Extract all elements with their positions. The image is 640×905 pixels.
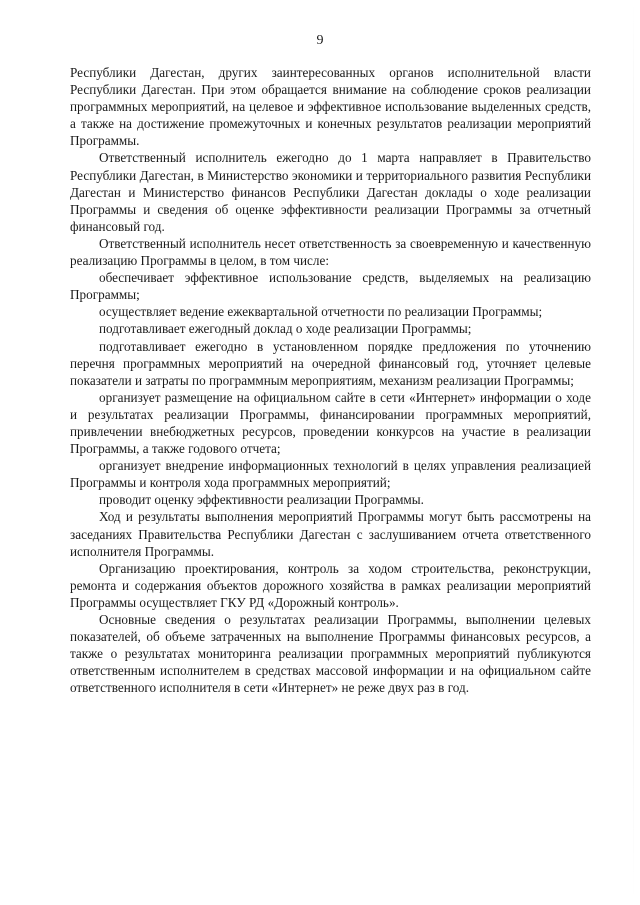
paragraph: Организацию проектирования, контроль за ходом строительства, реконструкции, ремонта и содержания объектов дорожного хозяйства в рамках реализации мероприятий Программы осуществляет ГКУ РД «Дорожный контроль».: [70, 560, 591, 610]
paragraph: организует размещение на официальном сайте в сети «Интернет» информации о ходе и результатах реализации Программы, финансировании программных мероприятий, привлечении внебюджетных ресурсов, проведении конкурсов на участие в реализации Программы, а также годового отчета;: [70, 389, 591, 457]
paragraph: Республики Дагестан, других заинтересованных органов исполнительной власти Республики Дагестан. При этом обращается внимание на соблюдение сроков реализации программных мероприятий, на целевое и эффективное использование выделенных средств, а также на достижение промежуточных и конечных результатов реализации мероприятий Программы.: [70, 65, 591, 149]
paragraph: Ответственный исполнитель ежегодно до 1 марта направляет в Правительство Республики Дагестан, в Министерство экономики и территориального развития Республики Дагестан и Министерство финансов Республики Дагестан доклады о ходе реализации Программы и сведения об оценке эффективности реализации Программы за отчетный финансовый год.: [70, 150, 591, 234]
paragraph: подготавливает ежегодно в установленном порядке предложения по уточнению перечня программных мероприятий на очередной финансовый год, уточняет целевые показатели и затраты по программным мероприятиям, механизм реализации Программы;: [70, 338, 591, 388]
paragraph: осуществляет ведение ежеквартальной отчетности по реализации Программы;: [99, 304, 543, 320]
paragraph: Основные сведения о результатах реализации Программы, выполнении целевых показателей, об объеме затраченных на выполнение Программы финансовых ресурсов, а также о результатах мониторинга реализации программных мероприятий публикуются ответственным исполнителем в средствах массовой информации и на официальном сайте ответственного исполнителя в сети «Интернет» не реже двух раз в год.: [70, 612, 591, 696]
paragraph: подготавливает ежегодный доклад о ходе реализации Программы;: [99, 321, 472, 337]
paragraph: организует внедрение информационных технологий в целях управления реализацией Программы и контроля хода программных мероприятий;: [70, 458, 591, 491]
scan-edge-shadow: [633, 0, 634, 905]
paragraph: обеспечивает эффективное использование средств, выделяемых на реализацию Программы;: [70, 270, 591, 303]
paragraph: Ход и результаты выполнения мероприятий Программы могут быть рассмотрены на заседаниях Правительства Республики Дагестан с заслушиванием отчета ответственного исполнителя Программы.: [70, 509, 591, 559]
page-number: 9: [316, 33, 324, 48]
document-body: [70, 64, 591, 696]
paragraph: проводит оценку эффективности реализации Программы.: [99, 492, 424, 508]
paragraph: Ответственный исполнитель несет ответственность за своевременную и качественную реализацию Программы в целом, в том числе:: [70, 235, 591, 269]
